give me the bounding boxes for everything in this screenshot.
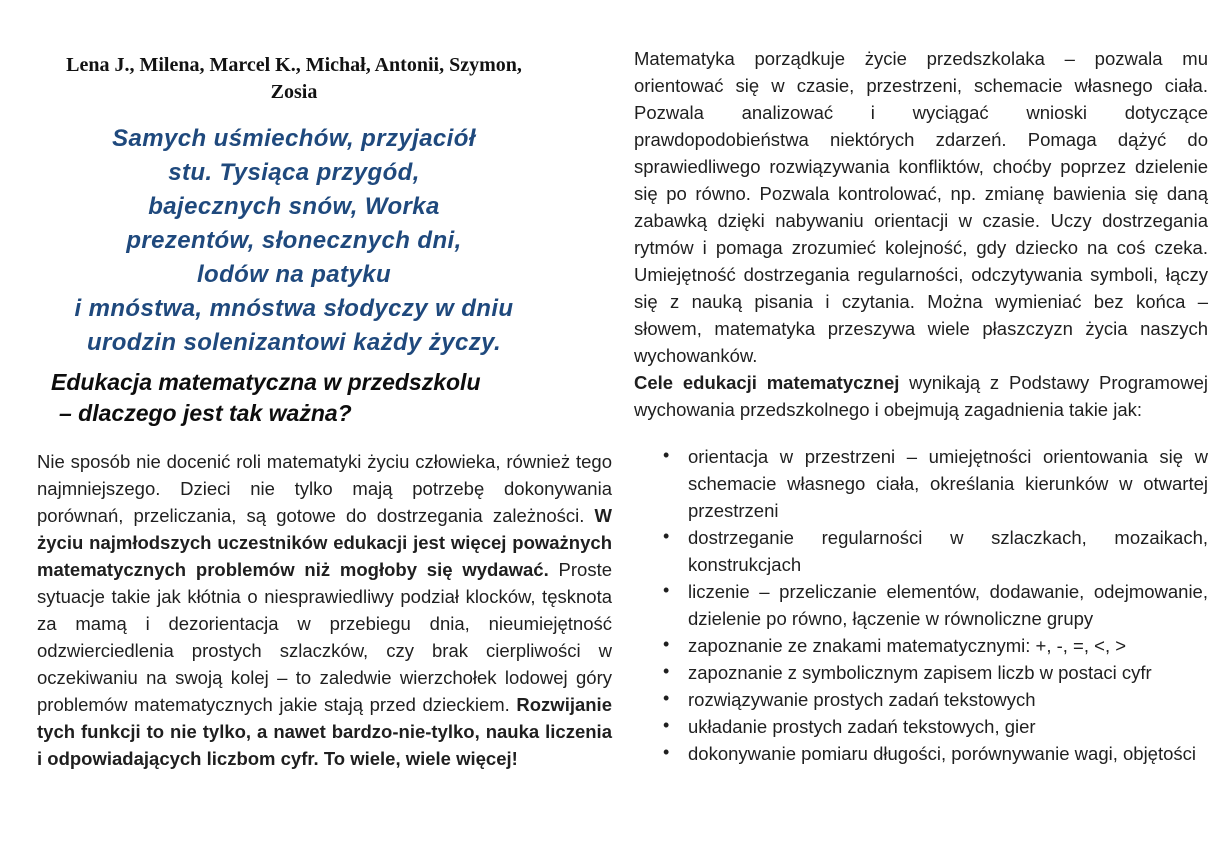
left-column (37, 0, 612, 772)
poem-line: lodów na patyku (196, 261, 391, 288)
text-run: wynikają z Podstawy Programowej wychowania przedszkolnego i obejmują zagadnienia takie jak: (634, 372, 1208, 420)
right-column (634, 0, 1208, 767)
right-body-paragraph-1 (634, 45, 1208, 369)
poem-line: Samych uśmiechów, przyjaciół (112, 125, 476, 152)
bold-text-run: W życiu najmłodszych uczestników edukacji jest więcej poważnych matematycznych problemów niż mogłoby się wydawać. (37, 505, 612, 580)
math-goals-bullet-list (634, 443, 1208, 767)
bullet-item: • zapoznanie z symbolicznym zapisem liczb w postaci cyfr (688, 659, 1208, 686)
right-body-paragraph-2 (634, 369, 1208, 423)
bullet-item: • dostrzeganie regularności w szlaczkach, mozaikach, konstrukcjach (688, 524, 1208, 578)
bullet-item: • orientacja w przestrzeni – umiejętności orientowania się w schemacie własnego ciała, określania kierunków w otwartej przestrzeni (688, 443, 1208, 524)
bold-text-run: Cele edukacji matematycznej (634, 372, 900, 393)
text-run: Nie sposób nie docenić roli matematyki życiu człowieka, również tego najmniejszego. Dzieci nie tylko mają potrzebę dokonywania porównań, przeliczania, są gotowe do dostrzegania zależności. (37, 451, 612, 526)
byline-line: Zosia (270, 81, 318, 103)
byline-line: Lena J., Milena, Marcel K., Michał, Antonii, Szymon, (66, 54, 522, 76)
text-run: Proste sytuacje takie jak kłótnia o niesprawiedliwy podział klocków, tęsknota za mamą i dezorientacja w przebiegu dnia, nieumiejętność odzwierciedlenia prostych szlaczków, czy brak cierpliwości w oczekiwaniu na swoją kolej – to zaledwie wierzchołek lodowej góry problemów matematycznych jakie stają przed dzieckiem. (37, 559, 612, 715)
text-run: Matematyka porządkuje życie przedszkolaka – pozwala mu orientować się w czasie, przestrzeni, schemacie własnego ciała. Pozwala analizować i wyciągać wnioski dotyczące prawdopodobieństwa niektórych zdarzeń. Pomaga dążyć do sprawiedliwego rozwiązywania konfliktów, choćby poprzez dzielenie się po równo. Pozwala kontrolować, np. zmianę bawienia się daną zabawką dzięki nabywaniu orientacji w czasie. Uczy dostrzegania rytmów i pomaga zrozumieć kolejność, gdy dziecko na coś czeka. Umiejętność dostrzegania regularności, odczytywania symboli, łączy się z nauką pisania i czytania. Można wymieniać bez końca – słowem, matematyka przeszywa wiele płaszczyzn życia naszych wychowanków. (634, 48, 1208, 366)
bullet-item: • dokonywanie pomiaru długości, porównywanie wagi, objętości (688, 740, 1208, 767)
bullet-item: • układanie prostych zadań tekstowych, gier (688, 713, 1208, 740)
poem-line: stu. Tysiąca przygód, (168, 159, 420, 186)
birthday-wish-poem (37, 122, 551, 360)
poem-line: bajecznych snów, Worka (148, 193, 440, 220)
poem-line: prezentów, słonecznych dni, (126, 227, 462, 254)
bullet-item: • liczenie – przeliczanie elementów, dodawanie, odejmowanie, dzielenie po równo, łączenie w równoliczne grupy (688, 578, 1208, 632)
byline-children-names (37, 52, 551, 106)
poem-line: i mnóstwa, mnóstwa słodyczy w dniu (74, 295, 514, 322)
poem-line: urodzin solenizantowi każdy życzy. (86, 329, 502, 356)
bold-text-run: Rozwijanie tych funkcji to nie tylko, a nawet bardzo-nie-tylko, nauka liczenia i odpowiadających liczbom cyfr. To wiele, wiele więcej! (37, 694, 612, 769)
section-heading (37, 367, 612, 429)
bullet-item: • rozwiązywanie prostych zadań tekstowych (688, 686, 1208, 713)
bullet-item: • zapoznanie ze znakami matematycznymi: +, -, =, <, > (688, 632, 1208, 659)
heading-line: – dlaczego jest tak ważna? (59, 400, 352, 426)
left-body-paragraph (37, 448, 612, 772)
heading-line: Edukacja matematyczna w przedszkolu (51, 369, 481, 395)
